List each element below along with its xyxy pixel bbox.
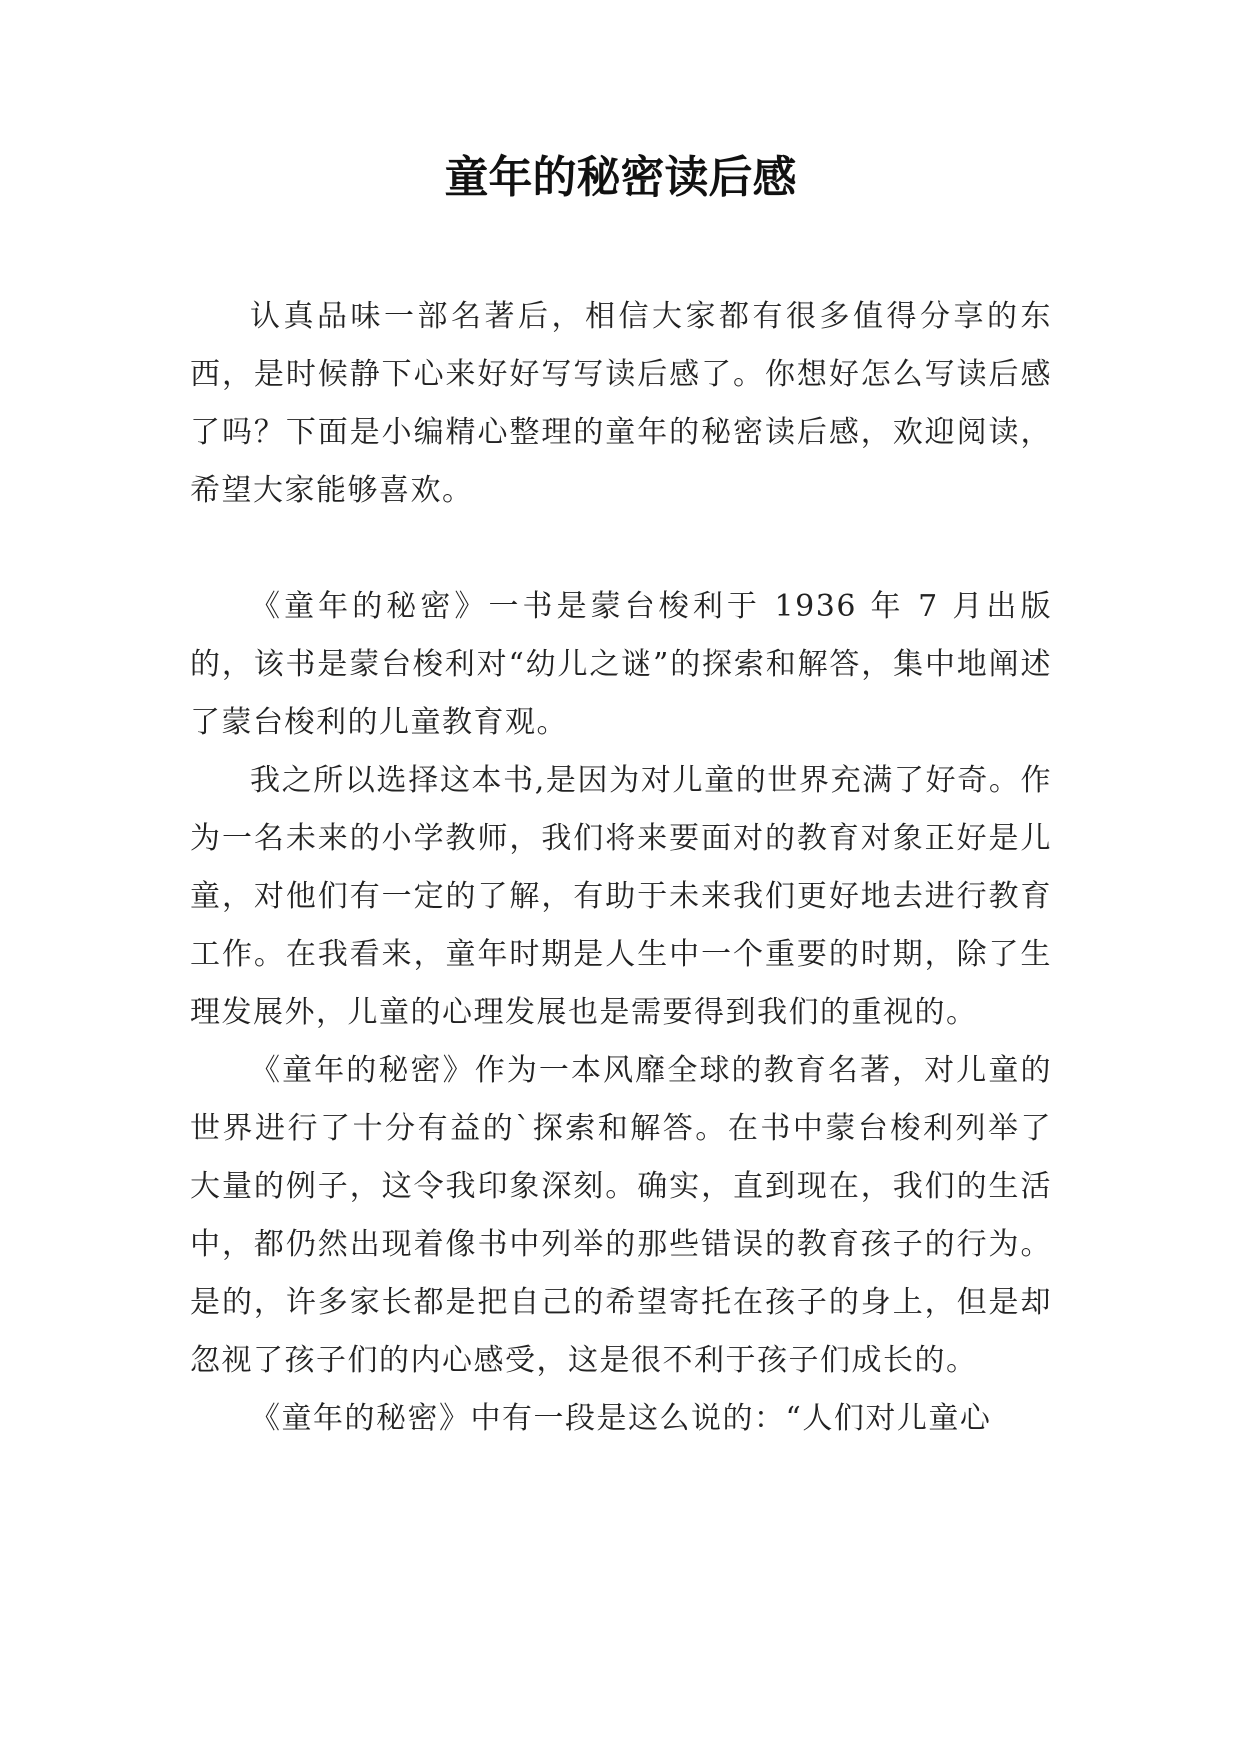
body-paragraph: 《童年的秘密》中有一段是这么说的：“人们对儿童心 bbox=[250, 1401, 992, 1436]
document-body bbox=[190, 288, 1052, 1448]
intro-paragraph: 认真品味一部名著后，相信大家都有很多值得分享的东西，是时候静下心来好好写写读后感了。你想好怎么写读后感了吗？下面是小编精心整理的童年的秘密读后感，欢迎阅读，希望大家能够喜欢。 bbox=[190, 299, 1052, 508]
body-paragraph: 我之所以选择这本书,是因为对儿童的世界充满了好奇。作为一名未来的小学教师，我们将来要面对的教育对象正好是儿童，对他们有一定的了解，有助于未来我们更好地去进行教育工作。在我看来，童年时期是人生中一个重要的时期，除了生理发展外，儿童的心理发展也是需要得到我们的重视的。 bbox=[190, 763, 1052, 1030]
body-paragraph: 《童年的秘密》作为一本风靡全球的教育名著，对儿童的世界进行了十分有益的`探索和解答。在书中蒙台梭利列举了大量的例子，这令我印象深刻。确实，直到现在，我们的生活中，都仍然出现着像书中列举的那些错误的教育孩子的行为。是的，许多家长都是把自己的希望寄托在孩子的身上，但是却忽视了孩子们的内心感受，这是很不利于孩子们成长的。 bbox=[190, 1053, 1052, 1378]
document-title: 童年的秘密读后感 bbox=[444, 152, 797, 203]
body-paragraph: 《童年的秘密》一书是蒙台梭利于 1936 年 7 月出版的，该书是蒙台梭利对“幼儿之谜”的探索和解答，集中地阐述了蒙台梭利的儿童教育观。 bbox=[190, 589, 1052, 740]
